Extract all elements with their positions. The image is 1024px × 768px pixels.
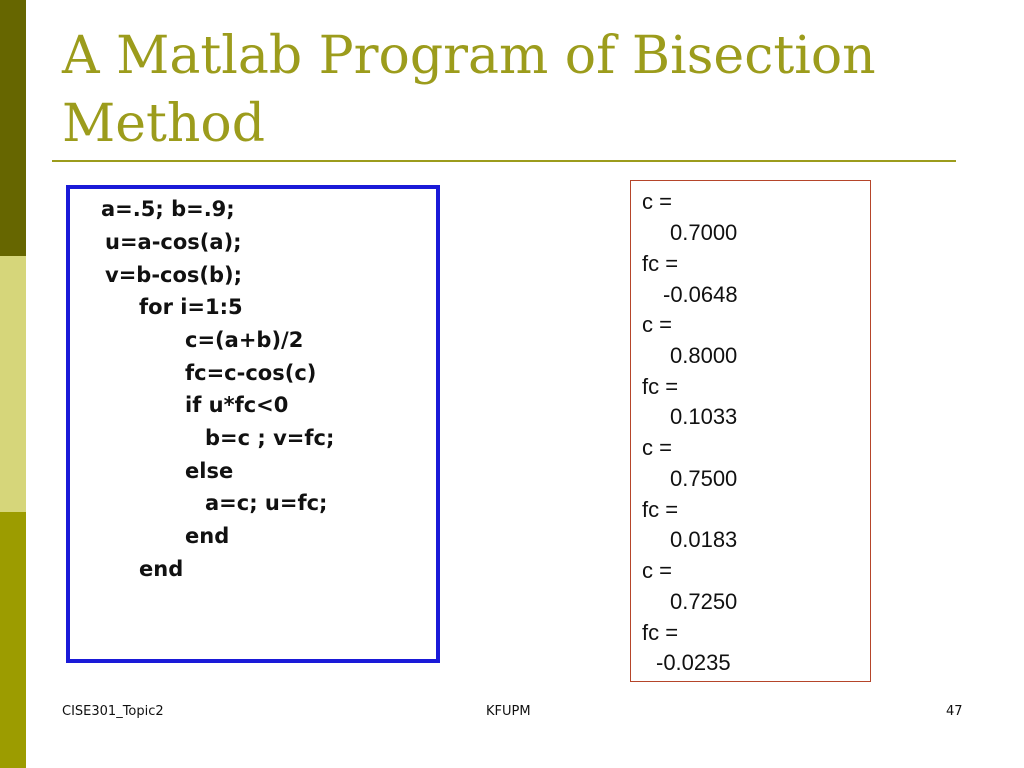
- output-line: fc =: [642, 497, 679, 522]
- output-line: 0.7500: [670, 466, 738, 491]
- title-divider: [52, 160, 956, 162]
- code-line: u=a-cos(a);: [105, 230, 242, 254]
- slide-number: 47: [946, 704, 963, 719]
- footer-left: CISE301_Topic2: [62, 704, 164, 719]
- code-line: v=b-cos(b);: [105, 263, 243, 287]
- output-line: -0.0648: [663, 282, 738, 307]
- accent-bar-light: [0, 256, 26, 512]
- output-line: fc =: [642, 374, 679, 399]
- code-box: [66, 185, 440, 663]
- code-line: end: [139, 557, 184, 581]
- code-line: fc=c-cos(c): [185, 361, 317, 385]
- output-line: 0.1033: [670, 404, 738, 429]
- code-line: a=.5; b=.9;: [101, 197, 235, 221]
- output-line: fc =: [642, 251, 679, 276]
- code-line: end: [185, 524, 230, 548]
- code-line: else: [185, 459, 234, 483]
- output-line: fc =: [642, 620, 679, 645]
- output-line: c =: [642, 558, 672, 583]
- code-line: b=c ; v=fc;: [205, 426, 335, 450]
- output-line: c =: [642, 312, 672, 337]
- output-line: 0.7000: [670, 220, 738, 245]
- output-line: c =: [642, 435, 672, 460]
- output-line: 0.7250: [670, 589, 738, 614]
- code-line: a=c; u=fc;: [205, 491, 328, 515]
- accent-bar-mid: [0, 512, 26, 768]
- slide-title: A Matlab Program of Bisection Method: [62, 26, 876, 154]
- code-line: c=(a+b)/2: [185, 328, 304, 352]
- footer-center: KFUPM: [486, 704, 531, 719]
- output-line: c =: [642, 189, 672, 214]
- code-line: if u*fc<0: [185, 393, 289, 417]
- output-line: -0.0235: [656, 650, 731, 675]
- code-line: for i=1:5: [139, 295, 243, 319]
- output-line: 0.8000: [670, 343, 738, 368]
- accent-bar-dark: [0, 0, 26, 256]
- output-line: 0.0183: [670, 527, 738, 552]
